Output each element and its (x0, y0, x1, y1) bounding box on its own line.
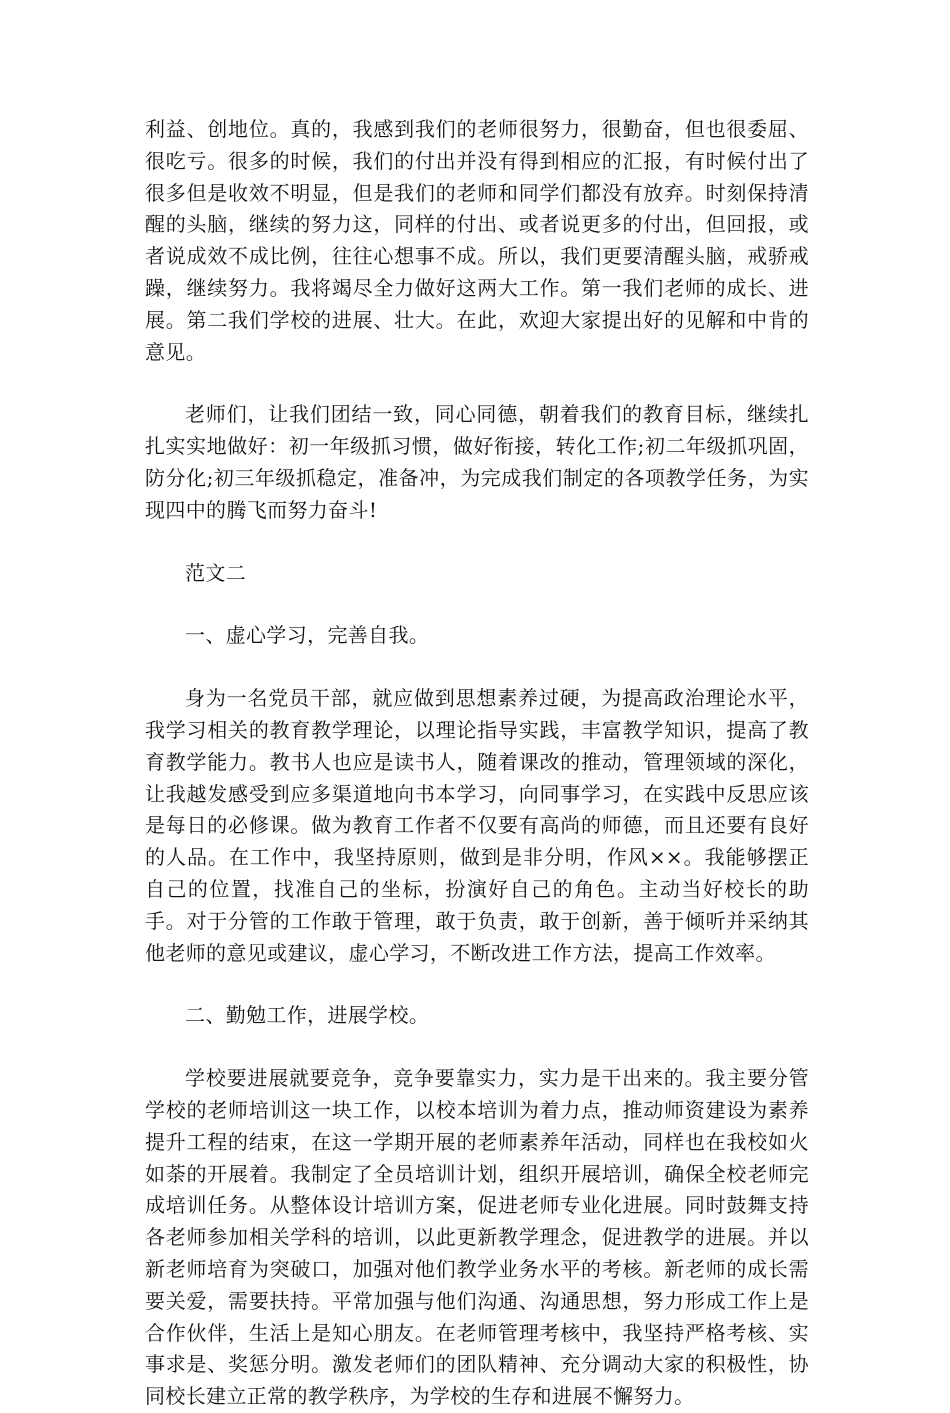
paragraph-continuation: 利益、创地位。真的，我感到我们的老师很努力，很勤奋，但也很委屈、很吃亏。很多的时候，我们的付出并没有得到相应的汇报，有时候付出了很多但是收效不明显，但是我们的老师和同学们都没有放弃。时刻保持清醒的头脑，继续的努力这，同样的付出、或者说更多的付出，但回报，或者说成效不成比例，往往心想事不成。所以，我们更要清醒头脑，戒骄戒躁，继续努力。我将竭尽全力做好这两大工作。第一我们老师的成长、进展。第二我们学校的进展、壮大。在此，欢迎大家提出好的见解和中肯的意见。 (145, 117, 809, 364)
subheading-working: 二、勤勉工作，进展学校。 (185, 1003, 430, 1028)
paragraph-call-to-action: 老师们，让我们团结一致，同心同德，朝着我们的教育目标，继续扎扎实实地做好：初一年级抓习惯，做好衔接，转化工作;初二年级抓巩固，防分化;初三年级抓稳定，准备冲，为完成我们制定的各项教学任务，为实现四中的腾飞而努力奋斗! (145, 402, 809, 522)
subheading-learning: 一、虚心学习，完善自我。 (185, 623, 430, 648)
paragraph-learning: 身为一名党员干部，就应做到思想素养过硬，为提高政治理论水平，我学习相关的教育教学理论，以理论指导实践，丰富教学知识，提高了教育教学能力。教书人也应是读书人，随着课改的推动，管理领域的深化，让我越发感受到应多渠道地向书本学习，向同事学习，在实践中反思应该是每日的必修课。做为教育工作者不仅要有高尚的师德，而且还要有良好的人品。在工作中，我坚持原则，做到是非分明，作风××。我能够摆正自己的位置，找准自己的坐标，扮演好自己的角色。主动当好校长的助手。对于分管的工作敢于管理，敢于负责，敢于创新，善于倾听并采纳其他老师的意见或建议，虚心学习，不断改进工作方法，提高工作效率。 (145, 686, 809, 965)
paragraph-working: 学校要进展就要竞争，竞争要靠实力，实力是干出来的。我主要分管学校的老师培训这一块工作，以校本培训为着力点，推动师资建设为素养提升工程的结束，在这一学期开展的老师素养年活动，同样也在我校如火如荼的开展着。我制定了全员培训计划，组织开展培训，确保全校老师完成培训任务。从整体设计培训方案，促进老师专业化进展。同时鼓舞支持各老师参加相关学科的培训，以此更新教学理念，促进教学的进展。并以新老师培育为突破口，加强对他们教学业务水平的考核。新老师的成长需要关爱，需要扶持。平常加强与他们沟通、沟通思想，努力形成工作上是合作伙伴，生活上是知心朋友。在老师管理考核中，我坚持严格考核、实事求是、奖惩分明。激发老师们的团队精神、充分调动大家的积极性，协同校长建立正常的教学秩序，为学校的生存和进展不懈努力。 (145, 1066, 809, 1409)
document-body (145, 114, 809, 1413)
section-heading-sample-two: 范文二 (185, 560, 247, 585)
